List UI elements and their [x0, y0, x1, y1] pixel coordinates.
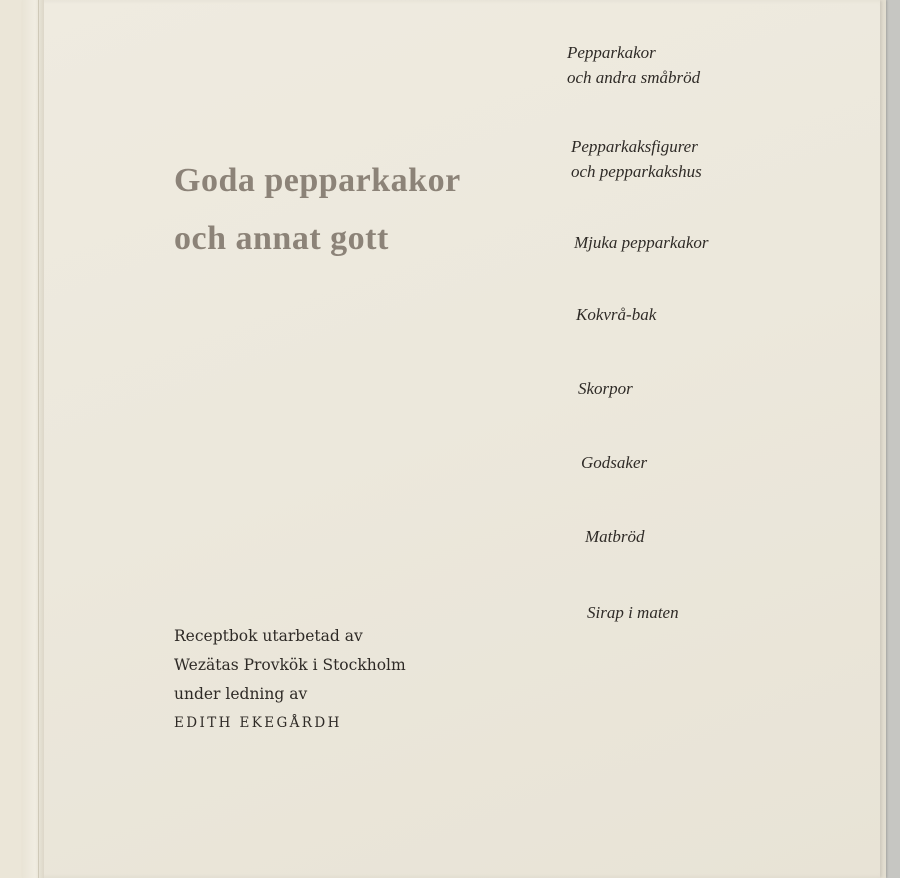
toc-item-line: Pepparkaksfigurer — [571, 137, 698, 156]
credits-block — [174, 622, 406, 738]
book-page — [22, 0, 880, 878]
book-title-line-2: och annat gott — [174, 220, 389, 257]
toc-item-line: och pepparkakshus — [571, 162, 702, 181]
toc-item-line: och andra småbröd — [567, 68, 701, 87]
credits-line: Wezätas Provkök i Stockholm — [174, 656, 406, 674]
toc-item-line: Pepparkakor — [567, 43, 656, 62]
toc-item-godsaker: Godsaker — [581, 453, 648, 472]
toc-item-kokvra-bak: Kokvrå-bak — [576, 305, 657, 324]
credits-line: under ledning av — [174, 685, 308, 703]
toc-item-pepparkaksfigurer — [571, 134, 702, 184]
toc-item-skorpor: Skorpor — [578, 379, 633, 398]
page-fold-line — [38, 0, 39, 878]
credits-line: Receptbok utarbetad av — [174, 627, 363, 645]
toc-item-sirap-i-maten: Sirap i maten — [587, 603, 679, 622]
page-spine-strip — [22, 0, 44, 878]
author-name: EDITH EKEGÅRDH — [174, 715, 342, 731]
book-title-line-1: Goda pepparkakor — [174, 162, 461, 199]
toc-item-matbrod: Matbröd — [585, 527, 645, 546]
toc-item-mjuka-pepparkakor: Mjuka pepparkakor — [574, 233, 709, 252]
toc-item-pepparkakor — [567, 40, 700, 90]
